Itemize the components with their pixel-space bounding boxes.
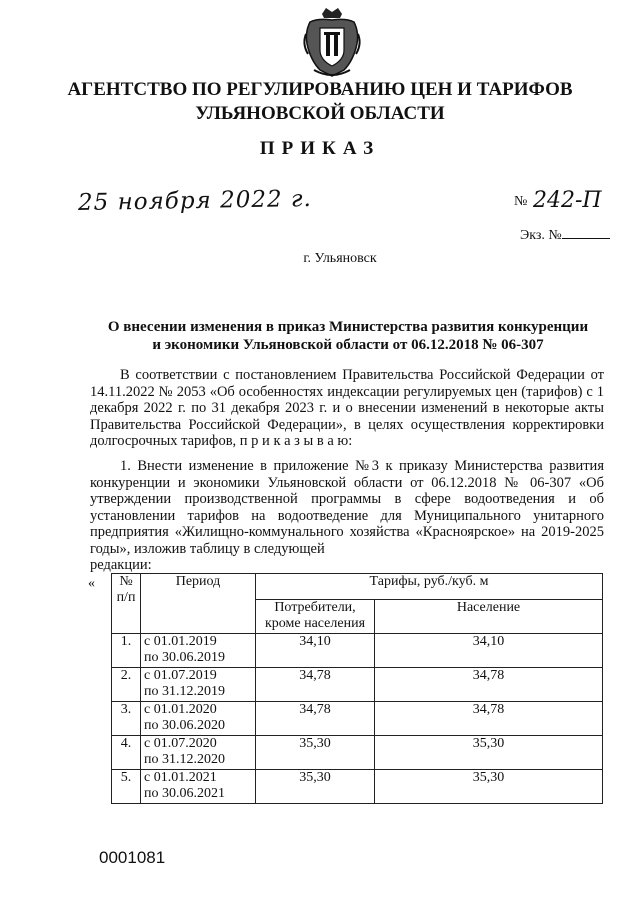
order-number-label: № [514, 194, 528, 209]
row-population-tariff: 35,30 [375, 770, 603, 804]
tariff-table [111, 573, 603, 804]
period-from: с 01.01.2021 [144, 770, 217, 785]
row-period [141, 634, 256, 668]
row-population-tariff: 34,78 [375, 702, 603, 736]
order-title: ПРИКАЗ [259, 138, 381, 159]
order-number-handwritten: 242-П [533, 188, 602, 213]
period-from: с 01.07.2020 [144, 736, 217, 751]
header-period-cell: Период [141, 574, 256, 634]
row-consumers-tariff: 34,78 [256, 668, 375, 702]
table-row [112, 736, 603, 770]
header-consumers-cell: Потребители, кроме населения [256, 600, 375, 634]
row-number: 5. [112, 770, 141, 804]
row-population-tariff: 35,30 [375, 736, 603, 770]
row-consumers-tariff: 34,78 [256, 702, 375, 736]
period-to: по 31.12.2020 [144, 752, 225, 767]
opening-quote-mark: « [88, 576, 95, 591]
copy-number-field [520, 226, 610, 244]
header-number-cell [112, 574, 141, 634]
row-consumers-tariff: 35,30 [256, 736, 375, 770]
row-number: 4. [112, 736, 141, 770]
period-to: по 30.06.2020 [144, 718, 225, 733]
document-serial-number: 0001081 [99, 848, 166, 867]
row-number: 2. [112, 668, 141, 702]
item-1-text: 1. Внести изменение в приложение №3 к приказу Министерства развития конкуренции и экономики Ульяновской области от 06.12.2018 № 06-307 «Об утверждении производственной программы в сфере водоотведения и об установлении тарифов на водоотведение для Муниципального унитарного предприятия «Жилищно-коммунального хозяйства «Красноярское» на 2019-2025 годы», изложив таблицу в следующей [90, 458, 604, 557]
subject-line2: и экономики Ульяновской области от 06.12.2018 № 06-307 [152, 337, 544, 353]
row-population-tariff: 34,78 [375, 668, 603, 702]
period-from: с 01.07.2019 [144, 668, 217, 683]
agency-name-line1: АГЕНТСТВО ПО РЕГУЛИРОВАНИЮ ЦЕН И ТАРИФОВ [67, 79, 573, 100]
header-tariffs-cell: Тарифы, руб./куб. м [256, 574, 603, 600]
table-row [112, 770, 603, 804]
row-number: 1. [112, 634, 141, 668]
header-number-sublabel: п/п [116, 590, 136, 605]
copy-number-blank-line [562, 226, 610, 239]
row-period [141, 770, 256, 804]
order-subject [90, 318, 606, 354]
preamble-text: В соответствии с постановлением Правительства Российской Федерации от 14.11.2022 № 2053 «Об особенностях индексации регулируемых цен (тарифов) с 1 декабря 2022 г. по 31 декабря 2023 г. и о внесении изменений в некоторые акты Правительства Российской Федерации», в целях осуществления корректировки долгосрочных тарифов, п р и к а з ы в а ю: [90, 367, 604, 449]
order-date-handwritten: 25 ноября 2022 г. [77, 185, 313, 217]
preamble-paragraph [90, 367, 604, 450]
row-period [141, 702, 256, 736]
item-1-paragraph [90, 458, 604, 574]
row-consumers-tariff: 35,30 [256, 770, 375, 804]
coat-of-arms-emblem [300, 4, 364, 78]
row-population-tariff: 34,10 [375, 634, 603, 668]
row-period [141, 736, 256, 770]
period-to: по 31.12.2019 [144, 684, 225, 699]
row-consumers-tariff: 34,10 [256, 634, 375, 668]
period-to: по 30.06.2021 [144, 786, 225, 801]
header-population-cell: Население [375, 600, 603, 634]
item-1-text-end: редакции: [90, 557, 152, 573]
row-number: 3. [112, 702, 141, 736]
city: г. Ульяновск [303, 251, 377, 266]
period-to: по 30.06.2019 [144, 650, 225, 665]
table-row [112, 702, 603, 736]
table-row [112, 634, 603, 668]
header-number-label: № [119, 574, 133, 589]
period-from: с 01.01.2020 [144, 702, 217, 717]
table-row [112, 668, 603, 702]
row-period [141, 668, 256, 702]
agency-name-line2: УЛЬЯНОВСКОЙ ОБЛАСТИ [195, 103, 445, 124]
subject-line1: О внесении изменения в приказ Министерства развития конкуренции [107, 319, 589, 335]
copy-number-label: Экз. № [520, 228, 562, 243]
period-from: с 01.01.2019 [144, 634, 217, 649]
